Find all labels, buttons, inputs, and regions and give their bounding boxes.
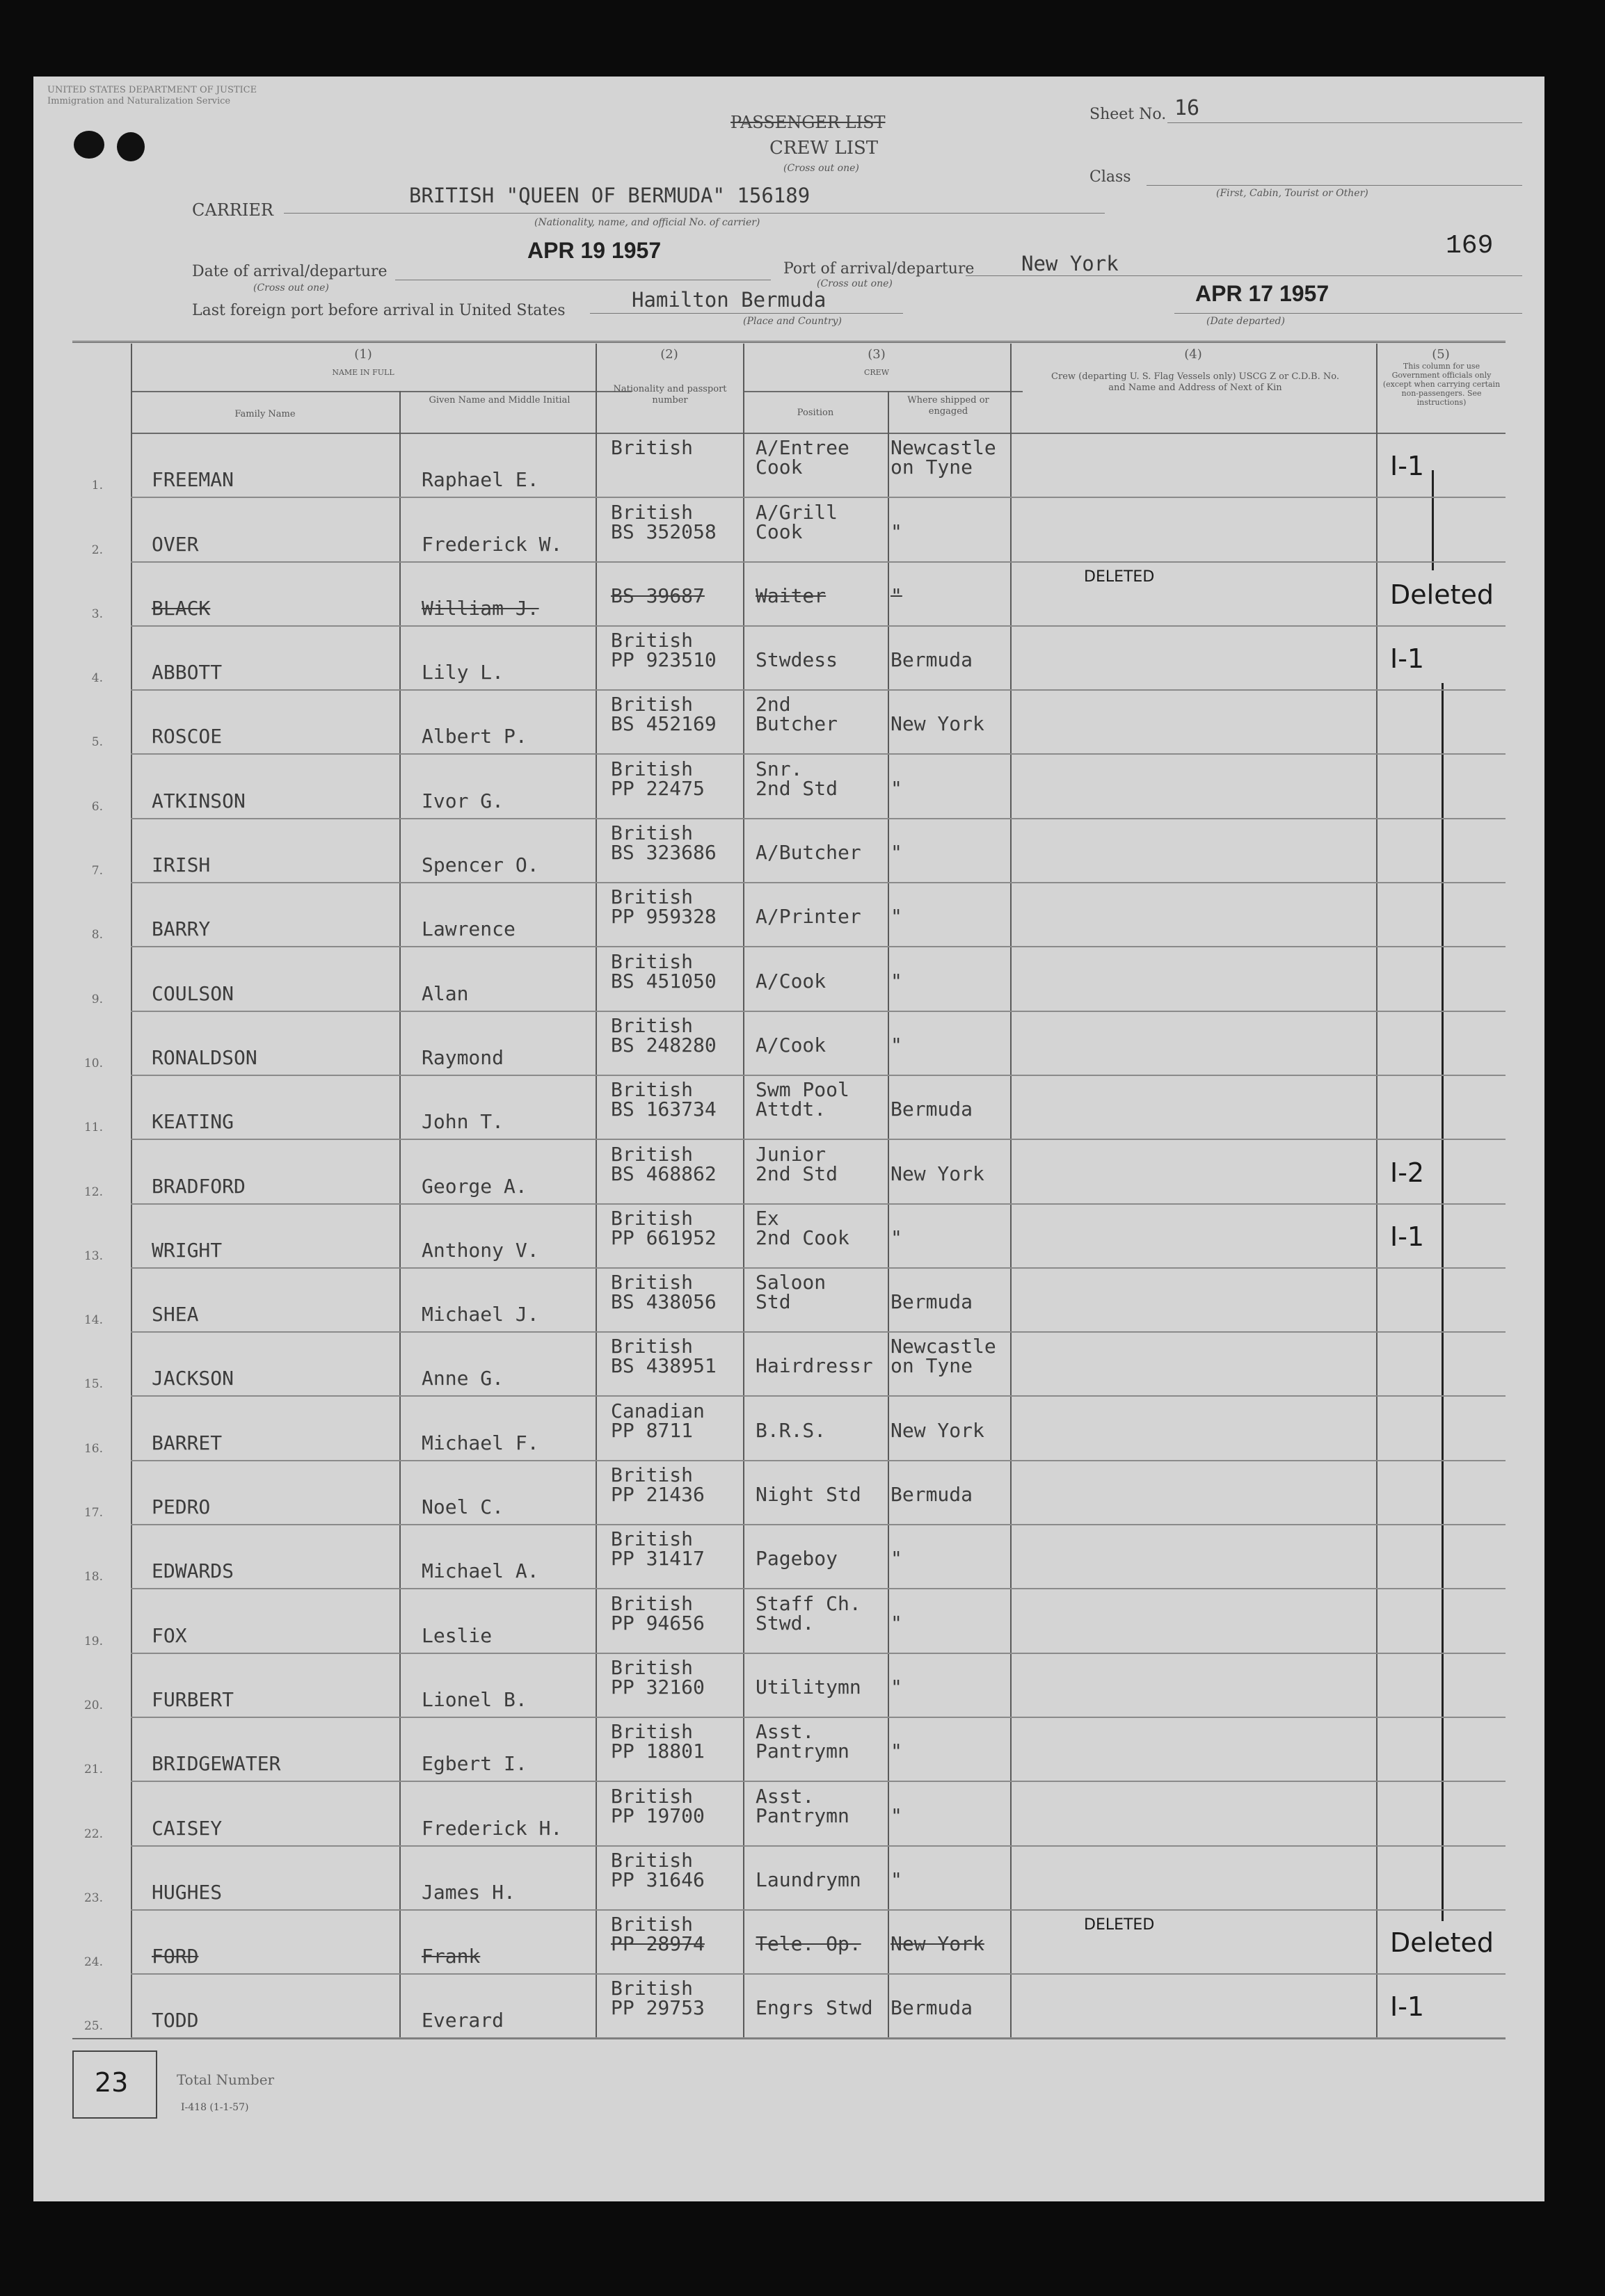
shipped-line2: " bbox=[891, 841, 902, 865]
family-name: BRIDGEWATER bbox=[152, 1752, 281, 1776]
passport-number: PP 18801 bbox=[611, 1740, 705, 1763]
col2-title: Nationality and passport number bbox=[613, 384, 727, 406]
given-name: George A. bbox=[422, 1174, 527, 1198]
last-port-label: Last foreign port before arrival in United States bbox=[192, 302, 566, 319]
last-port-value: Hamilton Bermuda bbox=[632, 288, 827, 312]
official-mark: I-1 bbox=[1390, 643, 1425, 675]
table-row bbox=[33, 882, 1544, 946]
family-name: FORD bbox=[152, 1945, 199, 1968]
shipped-line2: " bbox=[891, 1804, 902, 1827]
shipped-line2: on Tyne bbox=[891, 456, 973, 479]
official-mark: Deleted bbox=[1390, 579, 1494, 610]
departed-date: APR 17 1957 bbox=[1195, 281, 1329, 306]
row-number: 12. bbox=[83, 1185, 103, 1199]
nationality: British bbox=[611, 1720, 694, 1744]
col1-number: (1) bbox=[354, 347, 372, 362]
position-line2: 2nd Cook bbox=[756, 1226, 849, 1249]
deleted-note: DELETED bbox=[1084, 568, 1155, 586]
shipped-line2: New York bbox=[891, 1932, 984, 1956]
row-number: 3. bbox=[91, 607, 103, 621]
position-line2: Tele. Op. bbox=[756, 1932, 861, 1956]
nationality: British bbox=[611, 1335, 694, 1358]
table-row bbox=[33, 1588, 1544, 1652]
shipped-line2: " bbox=[891, 776, 902, 800]
family-name: FURBERT bbox=[152, 1687, 234, 1711]
table-row bbox=[33, 1653, 1544, 1717]
row-number: 6. bbox=[91, 799, 103, 814]
title-hint: (Cross out one) bbox=[783, 163, 859, 174]
given-name: Egbert I. bbox=[422, 1752, 527, 1776]
passport-number: PP 32160 bbox=[611, 1675, 705, 1699]
shipped-line2: Bermuda bbox=[891, 648, 973, 672]
row-number: 21. bbox=[83, 1763, 103, 1777]
col5-title: This column for use Government officials only (except when carrying certain non-passengers. See instructions) bbox=[1382, 362, 1501, 407]
shipped-line2: Bermuda bbox=[891, 1098, 973, 1121]
shipped-line2: " bbox=[891, 1611, 902, 1635]
passport-number: PP 94656 bbox=[611, 1611, 705, 1635]
family-name: FOX bbox=[152, 1623, 187, 1647]
shipped-line2: on Tyne bbox=[891, 1354, 973, 1378]
table-row bbox=[33, 1075, 1544, 1139]
family-name: PEDRO bbox=[152, 1495, 211, 1519]
family-name: ROSCOE bbox=[152, 725, 223, 748]
position-line1: 2nd bbox=[756, 693, 791, 716]
agency-subtitle: Immigration and Naturalization Service bbox=[47, 96, 231, 106]
family-name: KEATING bbox=[152, 1110, 234, 1134]
sheet-label: Sheet No. bbox=[1089, 106, 1167, 123]
last-port-hint: (Place and Country) bbox=[743, 316, 842, 327]
position-line1: Junior bbox=[756, 1142, 827, 1166]
family-name: TODD bbox=[152, 2009, 199, 2032]
family-name: ABBOTT bbox=[152, 661, 223, 684]
nationality: British bbox=[611, 1013, 694, 1037]
passport-number: BS 438951 bbox=[611, 1354, 717, 1378]
passport-number: BS 451050 bbox=[611, 969, 717, 993]
family-name: EDWARDS bbox=[152, 1559, 234, 1583]
position-line2: A/Butcher bbox=[756, 841, 861, 865]
row-number: 9. bbox=[91, 992, 103, 1006]
nationality: British bbox=[611, 693, 694, 716]
row-number: 11. bbox=[83, 1121, 103, 1135]
shipped-line2: " bbox=[891, 1675, 902, 1699]
table-row bbox=[33, 1973, 1544, 2037]
given-name: John T. bbox=[422, 1110, 504, 1134]
nationality: British bbox=[611, 1206, 694, 1230]
table-row bbox=[33, 1267, 1544, 1331]
nationality: British bbox=[611, 1913, 694, 1936]
table-row bbox=[33, 754, 1544, 818]
date-label: Date of arrival/departure bbox=[192, 263, 388, 280]
page-stamp: 169 bbox=[1446, 231, 1494, 261]
table-row bbox=[33, 1203, 1544, 1267]
passport-number: PP 8711 bbox=[611, 1418, 694, 1442]
family-name: FREEMAN bbox=[152, 468, 234, 492]
table-row bbox=[33, 1909, 1544, 1973]
passport-number: PP 19700 bbox=[611, 1804, 705, 1827]
position-line1: Snr. bbox=[756, 757, 803, 780]
position-line2: Night Std bbox=[756, 1483, 861, 1507]
given-name: Lionel B. bbox=[422, 1687, 527, 1711]
row-number: 19. bbox=[83, 1634, 103, 1648]
table-row bbox=[33, 497, 1544, 561]
position-line2: Pageboy bbox=[756, 1547, 838, 1571]
official-mark: Deleted bbox=[1390, 1927, 1494, 1959]
shipped-line1: Newcastle bbox=[891, 1335, 996, 1358]
passport-number: PP 923510 bbox=[611, 648, 717, 672]
date-hint: (Cross out one) bbox=[253, 282, 329, 294]
passport-number: PP 22475 bbox=[611, 776, 705, 800]
passport-number: PP 661952 bbox=[611, 1226, 717, 1249]
position-line1: Asst. bbox=[756, 1784, 815, 1808]
position-line1: A/Entree bbox=[756, 436, 849, 460]
given-name: Anne G. bbox=[422, 1367, 504, 1390]
passport-number: PP 28974 bbox=[611, 1932, 705, 1956]
position-line1: Ex bbox=[756, 1206, 779, 1230]
official-mark: I-2 bbox=[1390, 1157, 1425, 1188]
title-crew-list: CREW LIST bbox=[769, 138, 879, 159]
table-row bbox=[33, 433, 1544, 497]
shipped-line1: Newcastle bbox=[891, 436, 996, 460]
row-number: 16. bbox=[83, 1441, 103, 1456]
family-name: WRIGHT bbox=[152, 1238, 223, 1262]
total-count: 23 bbox=[95, 2067, 129, 2098]
class-label: Class bbox=[1089, 168, 1131, 186]
nationality: British bbox=[611, 1848, 694, 1872]
shipped-line2: Bermuda bbox=[891, 1996, 973, 2020]
table-row bbox=[33, 561, 1544, 625]
shipped-line2: Bermuda bbox=[891, 1483, 973, 1507]
row-number: 2. bbox=[91, 543, 103, 557]
shipped-line2: " bbox=[891, 584, 902, 607]
table-row bbox=[33, 1524, 1544, 1588]
carrier-value: BRITISH "QUEEN OF BERMUDA" 156189 bbox=[409, 184, 811, 207]
position-line2: Std bbox=[756, 1290, 791, 1314]
position-line2: Pantrymn bbox=[756, 1804, 849, 1827]
shipped-line2: " bbox=[891, 1033, 902, 1057]
given-name: Albert P. bbox=[422, 725, 527, 748]
total-label: Total Number bbox=[177, 2071, 275, 2088]
nationality: British bbox=[611, 1271, 694, 1294]
position-line2: Stwdess bbox=[756, 648, 838, 672]
family-name: HUGHES bbox=[152, 1880, 223, 1904]
family-name: RONALDSON bbox=[152, 1045, 257, 1069]
col4-title: Crew (departing U. S. Flag Vessels only) USCG Z or C.D.B. No. and Name and Address of Next of Kin bbox=[1051, 371, 1339, 393]
table-row bbox=[33, 1396, 1544, 1460]
row-number: 14. bbox=[83, 1313, 103, 1328]
given-name: Raphael E. bbox=[422, 468, 539, 492]
position-line2: A/Cook bbox=[756, 1033, 827, 1057]
position-line1: Swm Pool bbox=[756, 1078, 849, 1102]
nationality: British bbox=[611, 1142, 694, 1166]
table-row bbox=[33, 625, 1544, 689]
given-name: Ivor G. bbox=[422, 789, 504, 812]
col3-title: CREW bbox=[863, 368, 890, 377]
family-name: CAISEY bbox=[152, 1816, 223, 1840]
given-name: Frank bbox=[422, 1945, 481, 1968]
official-mark: I-1 bbox=[1390, 1221, 1425, 1252]
nationality: British bbox=[611, 1977, 694, 2000]
family-name: IRISH bbox=[152, 853, 211, 877]
position-line2: Laundrymn bbox=[756, 1868, 861, 1891]
table-row bbox=[33, 1331, 1544, 1395]
arrival-date: APR 19 1957 bbox=[527, 238, 662, 263]
row-number: 20. bbox=[83, 1698, 103, 1712]
given-name: Frederick H. bbox=[422, 1816, 563, 1840]
position-line2: A/Cook bbox=[756, 969, 827, 993]
given-name: Alan bbox=[422, 981, 469, 1005]
passport-number: PP 31646 bbox=[611, 1868, 705, 1891]
nationality: British bbox=[611, 757, 694, 780]
given-name: Lily L. bbox=[422, 661, 504, 684]
nationality: British bbox=[611, 1784, 694, 1808]
row-number: 7. bbox=[91, 864, 103, 878]
row-number: 13. bbox=[83, 1249, 103, 1263]
nationality: British bbox=[611, 821, 694, 845]
position-line2: Attdt. bbox=[756, 1098, 827, 1121]
shipped-line2: New York bbox=[891, 712, 984, 736]
position-line2: A/Printer bbox=[756, 905, 861, 929]
table-row bbox=[33, 1781, 1544, 1845]
position-line2: Engrs Stwd bbox=[756, 1996, 873, 2020]
row-number: 17. bbox=[83, 1506, 103, 1520]
given-name: Michael J. bbox=[422, 1303, 539, 1326]
row-number: 15. bbox=[83, 1377, 103, 1392]
family-name: OVER bbox=[152, 532, 199, 556]
given-name: Everard bbox=[422, 2009, 504, 2032]
passport-number: PP 29753 bbox=[611, 1996, 705, 2020]
family-name: BLACK bbox=[152, 596, 211, 620]
shipped-line2: New York bbox=[891, 1418, 984, 1442]
table-row bbox=[33, 1717, 1544, 1781]
table-row bbox=[33, 1011, 1544, 1075]
given-name: Lawrence bbox=[422, 917, 516, 941]
family-name: COULSON bbox=[152, 981, 234, 1005]
row-number: 23. bbox=[83, 1890, 103, 1905]
deleted-note: DELETED bbox=[1084, 1916, 1155, 1934]
position-line2: Waiter bbox=[756, 584, 827, 607]
table-row bbox=[33, 818, 1544, 882]
shipped-line2: " bbox=[891, 905, 902, 929]
total-box bbox=[72, 2050, 157, 2119]
given-name: Frederick W. bbox=[422, 532, 563, 556]
official-mark: I-1 bbox=[1390, 1991, 1425, 2023]
nationality: British bbox=[611, 1591, 694, 1615]
given-name: James H. bbox=[422, 1880, 516, 1904]
class-hint: (First, Cabin, Tourist or Other) bbox=[1216, 188, 1368, 199]
shipped-line2: " bbox=[891, 969, 902, 993]
family-name: SHEA bbox=[152, 1303, 199, 1326]
family-name: ATKINSON bbox=[152, 789, 246, 812]
row-number: 25. bbox=[83, 2019, 103, 2034]
departed-hint: (Date departed) bbox=[1206, 316, 1285, 327]
passport-number: PP 959328 bbox=[611, 905, 717, 929]
given-name: Michael A. bbox=[422, 1559, 539, 1583]
col-family-name-header: Family Name bbox=[234, 409, 296, 419]
shipped-line2: " bbox=[891, 1547, 902, 1571]
position-line2: Cook bbox=[756, 456, 803, 479]
passport-number: BS 39687 bbox=[611, 584, 705, 607]
row-number: 8. bbox=[91, 928, 103, 942]
shipped-line2: " bbox=[891, 1740, 902, 1763]
table-row bbox=[33, 1845, 1544, 1909]
official-mark: I-1 bbox=[1390, 451, 1425, 482]
position-line1: Asst. bbox=[756, 1720, 815, 1744]
position-line2: B.R.S. bbox=[756, 1418, 827, 1442]
nationality: British bbox=[611, 1527, 694, 1551]
row-number: 22. bbox=[83, 1827, 103, 1841]
given-name: Anthony V. bbox=[422, 1238, 539, 1262]
col2-number: (2) bbox=[660, 347, 678, 362]
given-name: Leslie bbox=[422, 1623, 493, 1647]
nationality: British bbox=[611, 949, 694, 973]
passport-number: BS 452169 bbox=[611, 712, 717, 736]
col4-number: (4) bbox=[1184, 347, 1202, 362]
family-name: BRADFORD bbox=[152, 1174, 246, 1198]
position-line2: Pantrymn bbox=[756, 1740, 849, 1763]
given-name: Raymond bbox=[422, 1045, 504, 1069]
col-position-header: Position bbox=[797, 408, 834, 418]
given-name: Spencer O. bbox=[422, 853, 539, 877]
given-name: Noel C. bbox=[422, 1495, 504, 1519]
col-where-header: Where shipped or engaged bbox=[907, 395, 989, 417]
position-line2: Utilitymn bbox=[756, 1675, 861, 1699]
nationality: British bbox=[611, 1078, 694, 1102]
col1-title: NAME IN FULL bbox=[332, 368, 394, 377]
col3-number: (3) bbox=[868, 347, 886, 362]
table-row bbox=[33, 1460, 1544, 1524]
carrier-hint: (Nationality, name, and official No. of carrier) bbox=[534, 217, 760, 228]
passport-number: BS 438056 bbox=[611, 1290, 717, 1314]
passport-number: PP 31417 bbox=[611, 1547, 705, 1571]
port-value: New York bbox=[1021, 252, 1119, 275]
row-number: 1. bbox=[91, 479, 103, 493]
position-line2: 2nd Std bbox=[756, 1162, 838, 1185]
nationality: British bbox=[611, 629, 694, 652]
carrier-label: CARRIER bbox=[192, 200, 273, 220]
position-line2: 2nd Std bbox=[756, 776, 838, 800]
row-number: 4. bbox=[91, 671, 103, 686]
passport-number: BS 323686 bbox=[611, 841, 717, 865]
col-given-name-header: Given Name and Middle Initial bbox=[429, 395, 570, 406]
sheet-number: 16 bbox=[1174, 96, 1200, 120]
shipped-line2: Bermuda bbox=[891, 1290, 973, 1314]
position-line2: Cook bbox=[756, 520, 803, 543]
shipped-line2: " bbox=[891, 520, 902, 543]
family-name: JACKSON bbox=[152, 1367, 234, 1390]
nationality: British bbox=[611, 500, 694, 524]
family-name: BARRET bbox=[152, 1431, 223, 1454]
position-line2: Butcher bbox=[756, 712, 838, 736]
row-number: 18. bbox=[83, 1570, 103, 1584]
family-name: BARRY bbox=[152, 917, 211, 941]
position-line1: A/Grill bbox=[756, 500, 838, 524]
passport-number: BS 163734 bbox=[611, 1098, 717, 1121]
passport-number: PP 21436 bbox=[611, 1483, 705, 1507]
shipped-line2: " bbox=[891, 1226, 902, 1249]
nationality: British bbox=[611, 436, 694, 460]
given-name: Michael F. bbox=[422, 1431, 539, 1454]
position-line2: Hairdressr bbox=[756, 1354, 873, 1378]
nationality: Canadian bbox=[611, 1399, 705, 1422]
port-hint: (Cross out one) bbox=[817, 278, 893, 289]
row-number: 10. bbox=[83, 1056, 103, 1070]
form-number: I-418 (1-1-57) bbox=[181, 2102, 249, 2113]
table-row bbox=[33, 946, 1544, 1010]
nationality: British bbox=[611, 1463, 694, 1487]
crew-list-sheet bbox=[33, 77, 1544, 2201]
shipped-line2: New York bbox=[891, 1162, 984, 1185]
title-passenger-list: PASSENGER LIST bbox=[730, 113, 886, 132]
shipped-line2: " bbox=[891, 1868, 902, 1891]
passport-number: BS 248280 bbox=[611, 1033, 717, 1057]
table-row bbox=[33, 689, 1544, 753]
port-label: Port of arrival/departure bbox=[783, 260, 975, 278]
given-name: William J. bbox=[422, 596, 539, 620]
nationality: British bbox=[611, 1655, 694, 1679]
passport-number: BS 468862 bbox=[611, 1162, 717, 1185]
agency-name: UNITED STATES DEPARTMENT OF JUSTICE bbox=[47, 85, 257, 95]
col5-number: (5) bbox=[1432, 347, 1450, 362]
table-row bbox=[33, 1139, 1544, 1203]
position-line2: Stwd. bbox=[756, 1611, 815, 1635]
row-number: 5. bbox=[91, 735, 103, 750]
nationality: British bbox=[611, 885, 694, 909]
position-line1: Saloon bbox=[756, 1271, 827, 1294]
row-number: 24. bbox=[83, 1955, 103, 1970]
position-line1: Staff Ch. bbox=[756, 1591, 861, 1615]
passport-number: BS 352058 bbox=[611, 520, 717, 543]
